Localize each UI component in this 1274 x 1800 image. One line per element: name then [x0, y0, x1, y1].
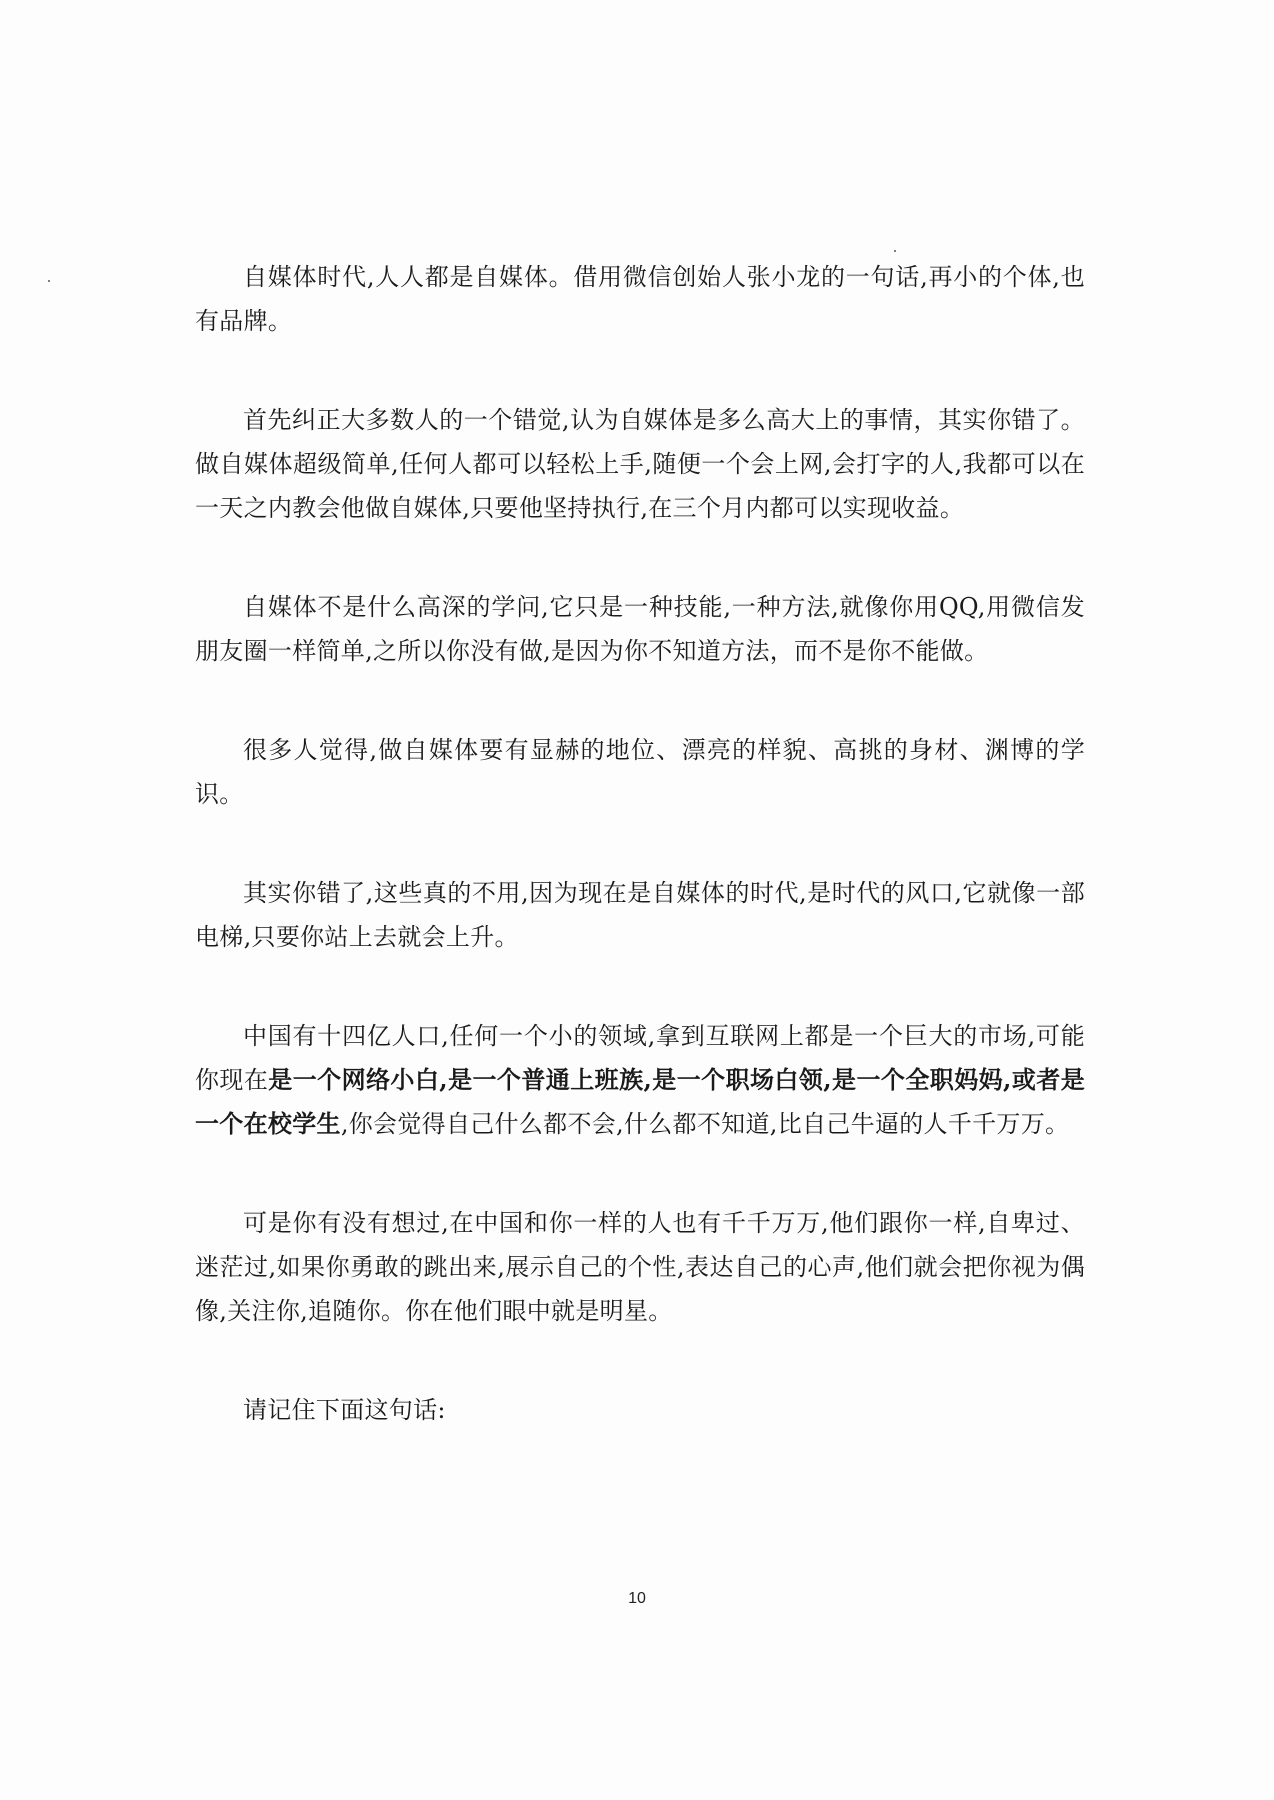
paragraph-4: 很多人觉得,做自媒体要有显赫的地位、漂亮的样貌、高挑的身材、渊博的学识。 [195, 736, 1085, 808]
paragraph-6-text-end: ,你会觉得自己什么都不会,什么都不知道,比自己牛逼的人千千万万。 [340, 1110, 1070, 1138]
paragraph-3: 自媒体不是什么高深的学问,它只是一种技能,一种方法,就像你用QQ,用微信发朋友圈一样简单,之所以你没有做,是因为你不知道方法，而不是你不能做。 [195, 593, 1085, 665]
scan-speck [894, 250, 896, 252]
paragraph-7: 可是你有没有想过,在中国和你一样的人也有千千万万,他们跟你一样,自卑过、迷茫过,如果你勇敢的跳出来,展示自己的个性,表达自己的心声,他们就会把你视为偶像,关注你,追随你。你在他们眼中就是明星。 [195, 1209, 1085, 1325]
paragraph-1: 自媒体时代,人人都是自媒体。借用微信创始人张小龙的一句话,再小的个体,也有品牌。 [195, 263, 1085, 335]
document-body [195, 255, 1085, 1487]
scan-speck [48, 280, 50, 282]
paragraph-8: 请记住下面这句话: [243, 1396, 446, 1424]
paragraph-5: 其实你错了,这些真的不用,因为现在是自媒体的时代,是时代的风口,它就像一部电梯,只要你站上去就会上升。 [195, 879, 1085, 951]
paragraph-6-bold-text: 是一个网络小白,是一个普通上班族,是一个职场白领,是一个全职妈妈,或者是一个在校学生 [195, 1065, 1085, 1138]
paragraph-2: 首先纠正大多数人的一个错觉,认为自媒体是多么高大上的事情，其实你错了。做自媒体超级简单,任何人都可以轻松上手,随便一个会上网,会打字的人,我都可以在一天之内教会他做自媒体,只要他坚持执行,在三个月内都可以实现收益。 [195, 406, 1085, 522]
paragraph-6-text-start: 中国有十四亿人口,任何一个小的领域,拿到互联网上都是一个巨大的市场,可能你现在 [195, 1022, 1085, 1094]
page-number: 10 [628, 1590, 646, 1607]
paragraph-6 [195, 1014, 1085, 1146]
